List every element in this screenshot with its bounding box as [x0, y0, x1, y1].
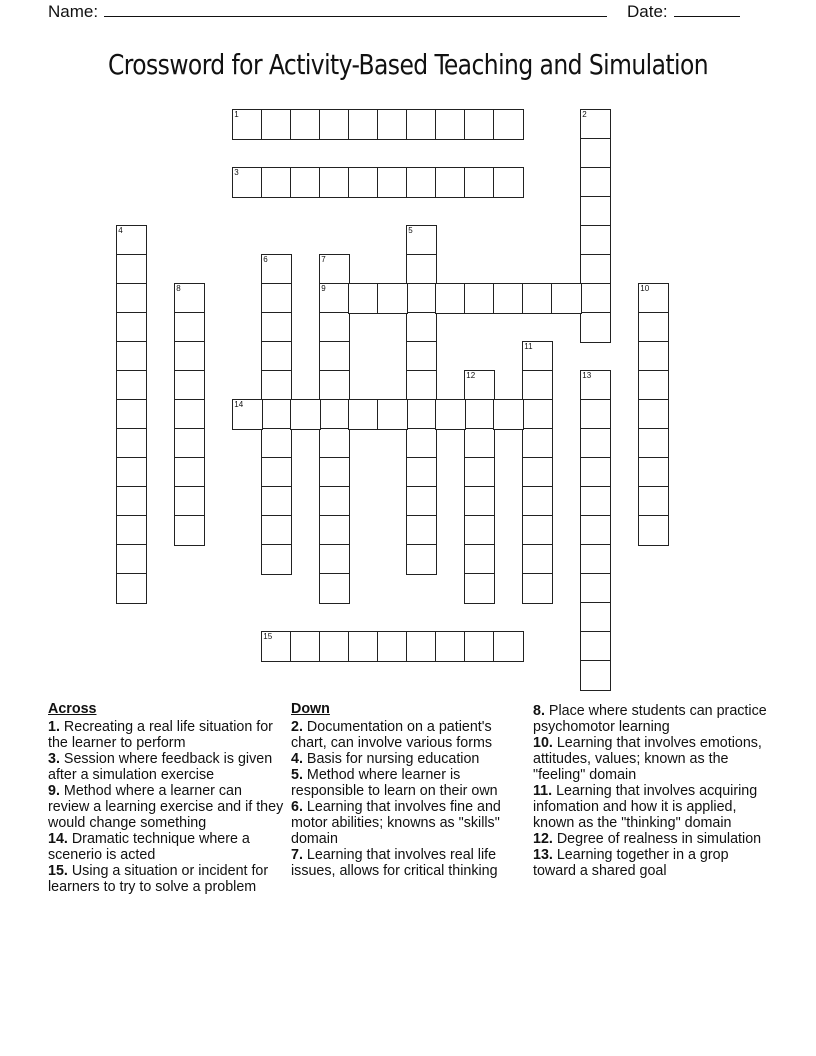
grid-cell[interactable]	[261, 370, 292, 401]
clue-number: 3.	[48, 751, 60, 767]
grid-cell[interactable]	[464, 399, 495, 430]
grid-cell[interactable]	[406, 225, 437, 256]
grid-cell[interactable]	[261, 515, 292, 546]
clue-number: 13.	[533, 847, 553, 863]
grid-cell[interactable]	[377, 399, 408, 430]
grid-cell[interactable]	[116, 428, 147, 459]
grid-cell[interactable]	[116, 515, 147, 546]
clue-text: Dramatic technique where a scenerio is acted	[48, 831, 250, 863]
grid-cell[interactable]	[406, 399, 437, 430]
grid-cell[interactable]	[580, 660, 611, 691]
grid-cell[interactable]	[638, 515, 669, 546]
grid-cell[interactable]	[261, 109, 292, 140]
clue-item	[291, 751, 521, 767]
grid-cell[interactable]	[464, 486, 495, 517]
cell-number: 15	[263, 632, 273, 642]
grid-cell[interactable]	[580, 370, 611, 401]
cell-number: 8	[176, 284, 181, 294]
grid-cell[interactable]	[493, 283, 524, 314]
grid-cell[interactable]	[174, 312, 205, 343]
grid-cell[interactable]	[319, 283, 350, 314]
grid-cell[interactable]	[580, 138, 611, 169]
grid-cell[interactable]	[319, 341, 350, 372]
grid-cell[interactable]	[116, 254, 147, 285]
grid-cell[interactable]	[464, 631, 495, 662]
clue-number: 6.	[291, 799, 303, 815]
down-heading: Down	[291, 701, 330, 717]
clue-text: Session where feedback is given after a simulation exercise	[48, 751, 273, 783]
cell-number: 10	[640, 284, 650, 294]
clue-item	[533, 831, 773, 847]
clue-item	[291, 767, 521, 799]
clue-item	[291, 719, 521, 751]
grid-cell[interactable]	[116, 573, 147, 604]
down-clues	[291, 701, 521, 879]
clue-number: 9.	[48, 783, 60, 799]
grid-cell[interactable]	[580, 167, 611, 198]
grid-cell[interactable]	[464, 515, 495, 546]
grid-cell[interactable]	[435, 167, 466, 198]
clue-item	[48, 831, 286, 863]
clue-item	[48, 863, 286, 895]
grid-cell[interactable]	[406, 428, 437, 459]
grid-cell[interactable]	[174, 283, 205, 314]
grid-cell[interactable]	[377, 167, 408, 198]
grid-cell[interactable]	[319, 254, 350, 285]
cell-number: 11	[524, 342, 533, 352]
grid-cell[interactable]	[116, 283, 147, 314]
grid-cell[interactable]	[580, 109, 611, 140]
grid-cell[interactable]	[522, 515, 553, 546]
grid-cell[interactable]	[348, 631, 379, 662]
grid-cell[interactable]	[406, 254, 437, 285]
grid-cell[interactable]	[522, 457, 553, 488]
grid-cell[interactable]	[464, 370, 495, 401]
grid-cell[interactable]	[319, 631, 350, 662]
grid-cell[interactable]	[116, 341, 147, 372]
clue-text: Documentation on a patient's chart, can involve various forms	[291, 719, 493, 751]
grid-cell[interactable]	[261, 312, 292, 343]
grid-cell[interactable]	[406, 109, 437, 140]
grid-cell[interactable]	[319, 428, 350, 459]
cell-number: 4	[118, 226, 123, 236]
grid-cell[interactable]	[232, 399, 263, 430]
clue-text: Learning that involves acquiring infomation and how it is applied, known as the "thinking" domain	[533, 783, 758, 831]
grid-cell[interactable]	[435, 399, 466, 430]
grid-cell[interactable]	[522, 544, 553, 575]
clue-text: Method where a learner can review a learning exercise and if they would change something	[48, 783, 284, 831]
grid-cell[interactable]	[638, 457, 669, 488]
grid-cell[interactable]	[261, 631, 292, 662]
grid-cell[interactable]	[464, 544, 495, 575]
cell-number: 9	[321, 284, 326, 294]
across-clues	[48, 701, 286, 895]
grid-cell[interactable]	[261, 544, 292, 575]
grid-cell[interactable]	[551, 283, 582, 314]
grid-cell[interactable]	[464, 457, 495, 488]
grid-cell[interactable]	[580, 196, 611, 227]
clue-text: Learning that involves fine and motor abilities; knowns as "skills" domain	[291, 799, 501, 847]
clue-item	[533, 783, 773, 831]
cell-number: 14	[234, 400, 244, 410]
across-heading: Across	[48, 701, 97, 717]
grid-cell[interactable]	[406, 370, 437, 401]
grid-cell[interactable]	[580, 254, 611, 285]
grid-cell[interactable]	[638, 283, 669, 314]
grid-cell[interactable]	[319, 544, 350, 575]
clue-item	[291, 847, 521, 879]
grid-cell[interactable]	[232, 109, 263, 140]
cell-number: 3	[234, 168, 239, 178]
clue-number: 2.	[291, 719, 303, 735]
grid-cell[interactable]	[493, 399, 524, 430]
grid-cell[interactable]	[464, 573, 495, 604]
grid-cell[interactable]	[116, 225, 147, 256]
grid-cell[interactable]	[522, 573, 553, 604]
name-label: Name:	[48, 2, 99, 21]
grid-cell[interactable]	[464, 167, 495, 198]
grid-cell[interactable]	[261, 457, 292, 488]
grid-cell[interactable]	[493, 631, 524, 662]
grid-cell[interactable]	[348, 109, 379, 140]
grid-cell[interactable]	[261, 283, 292, 314]
down-clues-continued	[533, 703, 773, 879]
grid-cell[interactable]	[348, 167, 379, 198]
grid-cell[interactable]	[522, 486, 553, 517]
clue-number: 1.	[48, 719, 60, 735]
grid-cell[interactable]	[464, 283, 495, 314]
grid-cell[interactable]	[638, 312, 669, 343]
grid-cell[interactable]	[377, 283, 408, 314]
grid-cell[interactable]	[319, 370, 350, 401]
grid-cell[interactable]	[638, 370, 669, 401]
grid-cell[interactable]	[580, 283, 611, 314]
grid-cell[interactable]	[406, 341, 437, 372]
grid-cell[interactable]	[580, 602, 611, 633]
clue-item	[48, 751, 286, 783]
grid-cell[interactable]	[319, 486, 350, 517]
grid-cell[interactable]	[261, 254, 292, 285]
grid-cell[interactable]	[435, 631, 466, 662]
clue-item	[48, 783, 286, 831]
clue-text: Learning that involves emotions, attitudes, values; known as the "feeling" domain	[533, 735, 762, 783]
grid-cell[interactable]	[522, 399, 553, 430]
clue-text: Place where students can practice psychomotor learning	[533, 703, 767, 735]
grid-cell[interactable]	[638, 341, 669, 372]
grid-cell[interactable]	[290, 167, 321, 198]
clue-item	[48, 719, 286, 751]
grid-cell[interactable]	[174, 486, 205, 517]
grid-cell[interactable]	[174, 399, 205, 430]
grid-cell[interactable]	[406, 515, 437, 546]
clue-text: Using a situation or incident for learners to try to solve a problem	[48, 863, 269, 895]
grid-cell[interactable]	[290, 399, 321, 430]
grid-cell[interactable]	[174, 457, 205, 488]
grid-cell[interactable]	[464, 109, 495, 140]
cell-number: 5	[408, 226, 413, 236]
clue-number: 8.	[533, 703, 545, 719]
grid-cell[interactable]	[232, 167, 263, 198]
cell-number: 7	[321, 255, 326, 265]
grid-cell[interactable]	[116, 544, 147, 575]
grid-cell[interactable]	[522, 428, 553, 459]
grid-cell[interactable]	[406, 457, 437, 488]
grid-cell[interactable]	[638, 428, 669, 459]
grid-cell[interactable]	[174, 370, 205, 401]
grid-cell[interactable]	[406, 283, 437, 314]
grid-cell[interactable]	[174, 428, 205, 459]
grid-cell[interactable]	[174, 515, 205, 546]
grid-cell[interactable]	[261, 341, 292, 372]
grid-cell[interactable]	[580, 457, 611, 488]
grid-cell[interactable]	[319, 312, 350, 343]
cell-number: 6	[263, 255, 268, 265]
grid-cell[interactable]	[348, 283, 379, 314]
grid-cell[interactable]	[261, 399, 292, 430]
grid-cell[interactable]	[261, 486, 292, 517]
grid-cell[interactable]	[464, 428, 495, 459]
clue-text: Basis for nursing education	[306, 751, 480, 767]
clue-number: 12.	[533, 831, 553, 847]
cell-number: 13	[582, 371, 592, 381]
grid-cell[interactable]	[580, 573, 611, 604]
grid-cell[interactable]	[377, 631, 408, 662]
clue-text: Learning that involves real life issues, allows for critical thinking	[291, 847, 498, 879]
grid-cell[interactable]	[116, 486, 147, 517]
clue-item	[291, 799, 521, 847]
grid-cell[interactable]	[406, 312, 437, 343]
grid-cell[interactable]	[406, 167, 437, 198]
grid-cell[interactable]	[406, 631, 437, 662]
grid-cell[interactable]	[638, 486, 669, 517]
grid-cell[interactable]	[435, 283, 466, 314]
grid-cell[interactable]	[580, 428, 611, 459]
cell-number: 1	[234, 110, 239, 120]
grid-cell[interactable]	[580, 544, 611, 575]
grid-cell[interactable]	[493, 167, 524, 198]
grid-cell[interactable]	[116, 457, 147, 488]
grid-cell[interactable]	[638, 399, 669, 430]
grid-cell[interactable]	[406, 544, 437, 575]
clue-number: 10.	[533, 735, 553, 751]
grid-cell[interactable]	[319, 167, 350, 198]
clue-text: Degree of realness in simulation	[556, 831, 762, 847]
grid-cell[interactable]	[580, 312, 611, 343]
cell-number: 12	[466, 371, 476, 381]
grid-cell[interactable]	[261, 428, 292, 459]
clue-text: Learning together in a grop toward a shared goal	[533, 847, 729, 879]
clue-number: 15.	[48, 863, 68, 879]
clue-item	[533, 703, 773, 735]
grid-cell[interactable]	[116, 370, 147, 401]
clue-item	[533, 735, 773, 783]
grid-cell[interactable]	[522, 370, 553, 401]
grid-cell[interactable]	[406, 486, 437, 517]
grid-cell[interactable]	[116, 312, 147, 343]
grid-cell[interactable]	[116, 399, 147, 430]
clue-number: 5.	[291, 767, 303, 783]
grid-cell[interactable]	[580, 631, 611, 662]
page-title: Crossword for Activity-Based Teaching and Simulation	[107, 48, 709, 81]
grid-cell[interactable]	[493, 109, 524, 140]
clue-number: 11.	[533, 783, 553, 799]
cell-number: 2	[582, 110, 587, 120]
grid-cell[interactable]	[319, 573, 350, 604]
grid-cell[interactable]	[580, 486, 611, 517]
grid-cell[interactable]	[580, 399, 611, 430]
grid-cell[interactable]	[522, 283, 553, 314]
clue-text: Method where learner is responsible to learn on their own	[291, 767, 498, 799]
clue-number: 7.	[291, 847, 303, 863]
grid-cell[interactable]	[522, 341, 553, 372]
grid-cell[interactable]	[580, 515, 611, 546]
clue-item	[533, 847, 773, 879]
clue-number: 4.	[291, 751, 303, 767]
grid-cell[interactable]	[377, 109, 408, 140]
grid-cell[interactable]	[174, 341, 205, 372]
grid-cell[interactable]	[261, 167, 292, 198]
clue-text: Recreating a real life situation for the learner to perform	[48, 719, 273, 751]
grid-cell[interactable]	[580, 225, 611, 256]
grid-cell[interactable]	[290, 109, 321, 140]
grid-cell[interactable]	[290, 631, 321, 662]
grid-cell[interactable]	[319, 457, 350, 488]
grid-cell[interactable]	[319, 109, 350, 140]
clue-number: 14.	[48, 831, 68, 847]
grid-cell[interactable]	[319, 515, 350, 546]
grid-cell[interactable]	[319, 399, 350, 430]
grid-cell[interactable]	[348, 399, 379, 430]
date-label: Date:	[627, 2, 668, 21]
grid-cell[interactable]	[435, 109, 466, 140]
